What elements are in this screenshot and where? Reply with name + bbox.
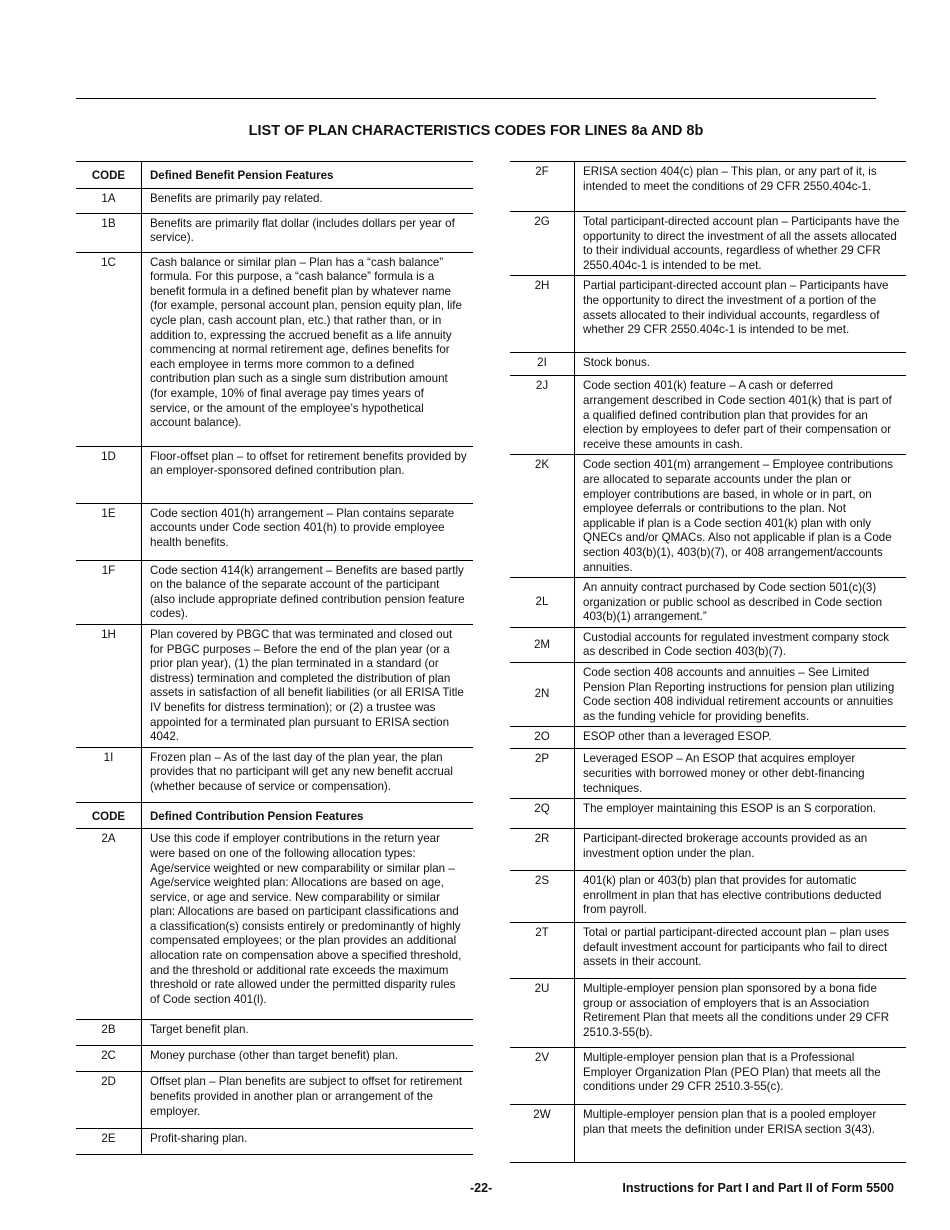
code-cell: 2I [510,353,575,376]
table-row [76,1020,473,1046]
table-row [510,799,906,829]
table-row [76,747,473,802]
description-cell: Stock bonus. [583,356,651,370]
code-cell: 2B [76,1020,142,1046]
code-cell: 1D [76,446,142,503]
table-row [510,829,906,871]
description-cell: Code section 414(k) arrangement – Benefits are based partly on the balance of the separate account of the participant (also include appropriate defined contribution pension feature codes). [150,563,465,621]
code-cell: 2J [510,376,575,455]
table-row [76,446,473,503]
code-cell: 2F [510,162,575,212]
description-cell: Benefits are primarily pay related. [150,191,323,205]
description-cell: The employer maintaining this ESOP is an S corporation. [583,802,876,816]
code-cell: 1A [76,188,142,213]
table-row [76,188,473,213]
description-cell: Code section 401(h) arrangement – Plan contains separate accounts under Code section 401(h) to provide employee health benefits. [150,506,455,549]
description-cell: Code section 408 accounts and annuities – See Limited Pension Plan Reporting instructions for pension plan utilizing Code section 408 individual retirement accounts or annuities as the funding vehicle for providing benefits. [583,666,895,723]
table-row [510,749,906,799]
code-cell: 1H [76,624,142,747]
description-cell: Benefits are primarily flat dollar (includes dollars per year of service). [150,216,455,245]
code-cell: 2L [510,578,575,628]
description-cell: Money purchase (other than target benefit) plan. [150,1049,399,1063]
code-cell: 1E [76,503,142,560]
code-cell: 2S [510,871,575,923]
code-cell: 2K [510,455,575,578]
table-row [510,376,906,455]
table-row [76,503,473,560]
table-row [510,353,906,376]
description-cell: Total or partial participant-directed account plan – plan uses default investment account for participants who fail to direct assets in their account. [583,926,890,969]
code-cell: 2P [510,749,575,799]
description-cell: Total participant-directed account plan – Participants have the opportunity to direct the investment of all the assets allocated to their individual accounts, regardless of whether 29 CFR 2550.404c-1 is intended to be met. [583,215,900,272]
left-codes-table [76,161,473,1155]
description-cell: ERISA section 404(c) plan – This plan, or any part of it, is intended to meet the conditions of 29 CFR 2550.404c-1. [583,165,877,193]
description-cell: Plan covered by PBGC that was terminated and closed out for PBGC purposes – Before the end of the plan year (or a prior plan year), (1) the plan terminated in a standard (or distress) termination and completed the distribution of plan assets in satisfaction of all benefit liabilities (or all ERISA Title IV benefits for distress termination); or (2) a trustee was appointed for a terminated plan pursuant to ERISA section 4042. [150,627,464,744]
code-column-header: CODE [76,162,142,189]
right-codes-table [510,161,906,1163]
table-row [76,252,473,446]
table-row [510,1048,906,1105]
code-cell: 2V [510,1048,575,1105]
table-row [76,1046,473,1072]
code-cell: 2A [76,829,142,1020]
table-row [76,1129,473,1155]
description-cell: ESOP other than a leveraged ESOP. [583,730,772,744]
table-row [76,1072,473,1129]
dc-header-row [76,802,473,829]
description-cell: Target benefit plan. [150,1023,249,1037]
table-row [510,276,906,353]
table-row [510,923,906,979]
code-cell: 1C [76,252,142,446]
code-cell: 2W [510,1105,575,1163]
description-cell: Use this code if employer contributions in the return year were based on one of the following allocation types: Age/service weighted or new comparability or similar plan – Age/service weighted plan: Allocations are based on age, service, or age and service. New comparability or similar plan: Allocations are based on participant classifications and a classification(s) consists entirely or predominantly of highly compensated employees; or the plan provides an additional allocation rate on compensation above a specified threshold, and the threshold or additional rate exceeds the maximum threshold or rate allowed under the permitted disparity rules of Code section 401(l). [150,832,462,1006]
table-row [510,212,906,276]
description-cell: Cash balance or similar plan – Plan has a “cash balance” formula. For this purpose, a “cash balance” formula is a benefit formula in a defined benefit plan by whatever name (for example, personal account plan, pension equity plan, life cycle plan, cash account plan, etc.) that rather than, or in addition to, expressing the accrued benefit as a life annuity commencing at normal retirement age, defines benefits for each employee in terms more common to a defined contribution plan such as a single sum distribution amount (for example, 10% of final average pay times years of service, or the amount of the employee’s hypothetical account balance). [150,255,462,430]
code-cell: 1I [76,747,142,802]
table-row [76,213,473,252]
page-title: LIST OF PLAN CHARACTERISTICS CODES FOR LINES 8a AND 8b [248,123,704,139]
description-cell: Multiple-employer pension plan that is a Professional Employer Organization Plan (PEO Plan) that meets all the conditions under 29 CFR 2510.3-55(c). [583,1051,881,1094]
code-cell: 2C [76,1046,142,1072]
table-row [76,829,473,1020]
dc-section-header: Defined Contribution Pension Features [150,810,364,823]
code-cell: 2T [510,923,575,979]
description-cell: Leveraged ESOP – An ESOP that acquires employer securities with borrowed money or other debt-financing techniques. [583,752,865,795]
table-row [510,663,906,727]
db-section-header: Defined Benefit Pension Features [150,170,334,182]
code-cell: 2Q [510,799,575,829]
description-cell: Custodial accounts for regulated investment company stock as described in Code section 403(b)(7). [583,630,890,659]
description-cell: Code section 401(m) arrangement – Employee contributions are allocated to separate accounts under the plan or employer contributions are based, in whole or in part, on employee deferrals or contributions to the plan. Not applicable if plan is a Code section 401(k) plan with only QNECs and/or QMACs. Also not applicable if plan is a Code section 403(b)(1), 403(b)(7), or 408 arrangement/accounts annuities. [583,458,893,574]
code-cell: 2O [510,727,575,749]
code-column-header: CODE [76,802,142,829]
code-cell: 1B [76,213,142,252]
table-row [510,627,906,662]
code-cell: 2E [76,1129,142,1155]
code-cell: 2R [510,829,575,871]
table-row [76,624,473,747]
description-cell: Offset plan – Plan benefits are subject to offset for retirement benefits provided in another plan or arrangement of the employer. [150,1075,463,1118]
description-cell: Floor-offset plan – to offset for retirement benefits provided by an employer-sponsored defined contribution plan. [150,449,467,478]
description-cell: Multiple-employer pension plan sponsored by a bona fide group or association of employers that is an Association Retirement Plan that meets all the conditions under 29 CFR 2510.3-55(b). [583,982,890,1039]
db-header-row [76,162,473,189]
code-cell: 2N [510,663,575,727]
description-cell: Partial participant-directed account plan – Participants have the opportunity to direct the investment of a portion of the assets allocated to their individual accounts, regardless of whether 29 CFR 2550.404c-1 is intended to be met. [583,279,889,337]
code-cell: 2D [76,1072,142,1129]
code-cell: 2U [510,979,575,1048]
table-row [510,979,906,1048]
table-row [510,1105,906,1163]
code-cell: 2G [510,212,575,276]
table-row [510,162,906,212]
table-row [510,455,906,578]
description-cell: 401(k) plan or 403(b) plan that provides for automatic enrollment in plan that has elective contributions deducted from payroll. [583,874,882,917]
top-rule [76,98,876,99]
page-number: -22- [470,1181,493,1195]
description-cell: Frozen plan – As of the last day of the plan year, the plan provides that no participant will get any new benefit accrual (whether because of service or compensation). [150,750,453,793]
description-cell: Profit-sharing plan. [150,1132,248,1146]
table-row [510,578,906,628]
table-row [76,560,473,624]
description-cell: Participant-directed brokerage accounts provided as an investment option under the plan. [583,832,868,860]
description-cell: An annuity contract purchased by Code section 501(c)(3) organization or public school as described in Code section 403(b)(1) arrangement.” [583,581,883,624]
footer-document-title: Instructions for Part I and Part II of Form 5500 [622,1181,894,1195]
table-row [510,871,906,923]
table-row [510,727,906,749]
code-cell: 2M [510,627,575,662]
code-cell: 1F [76,560,142,624]
description-cell: Code section 401(k) feature – A cash or deferred arrangement described in Code section 401(k) that is part of a qualified defined contribution plan that provides for an election by employees to defer part of their compensation or receive these amounts in cash. [583,379,892,451]
description-cell: Multiple-employer pension plan that is a pooled employer plan that meets the definition under ERISA section 3(43). [583,1108,877,1136]
code-cell: 2H [510,276,575,353]
